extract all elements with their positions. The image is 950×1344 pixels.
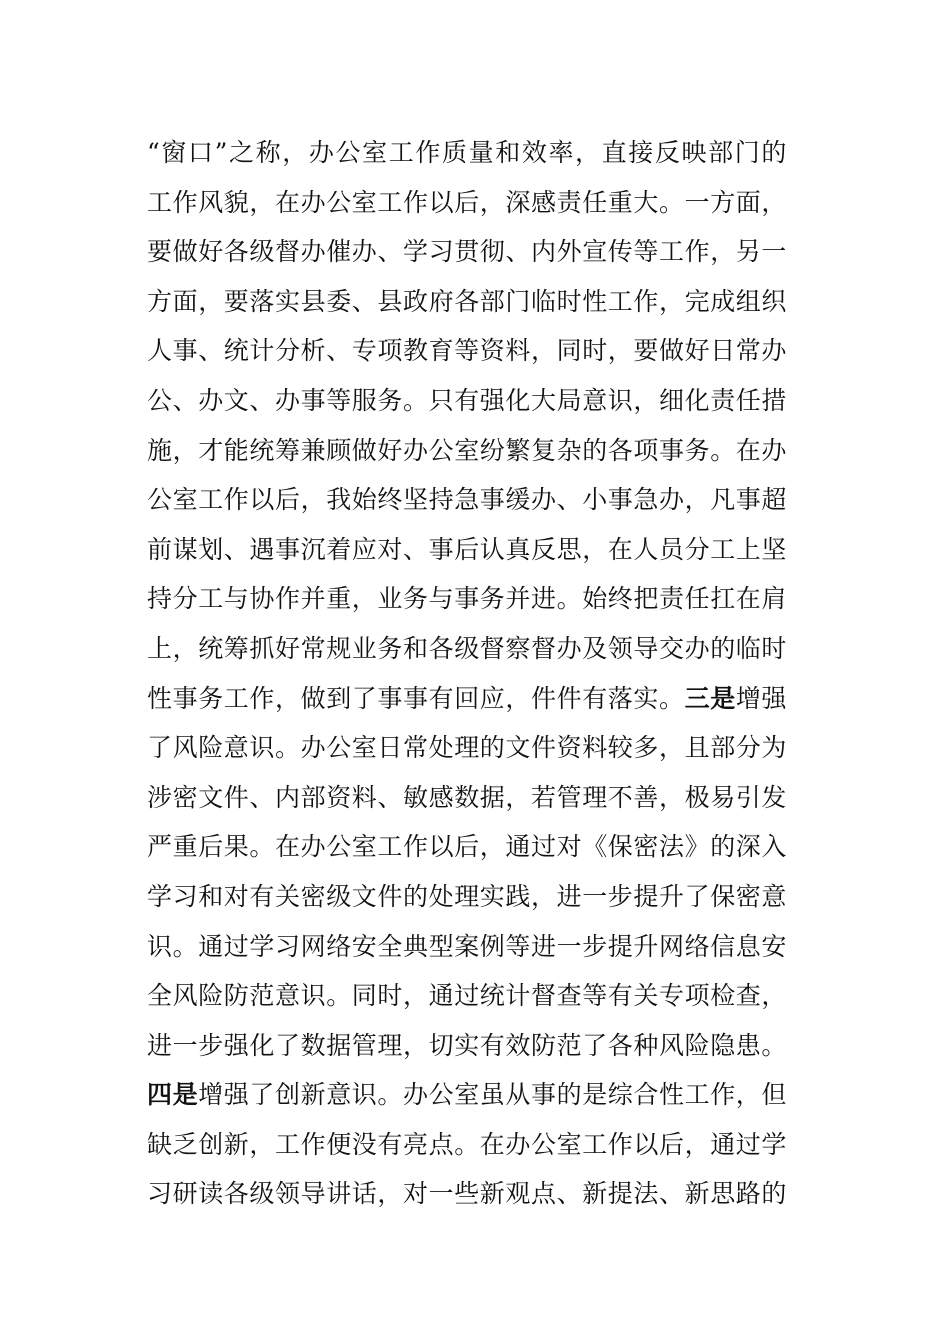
point-three-label: 三是 — [684, 683, 736, 713]
text-line-19: 进一步强化了数据管理，切实有效防范了各种风险隐患。 — [147, 1030, 787, 1060]
text-line-20-end: 增强了创新意识。办公室虽从事的是综合性工作，但 — [198, 1080, 787, 1110]
text-line-9: 前谋划、遇事沉着应对、事后认真反思，在人员分工上坚 — [147, 534, 787, 564]
text-line-22: 习研读各级领导讲话，对一些新观点、新提法、新思路的 — [147, 1179, 787, 1209]
text-line-8: 公室工作以后，我始终坚持急事缓办、小事急办，凡事超 — [147, 485, 787, 515]
text-line-12 — [147, 674, 787, 724]
text-line-17: 识。通过学习网络安全典型案例等进一步提升网络信息安 — [147, 931, 787, 961]
text-line-11: 上，统筹抓好常规业务和各级督察督办及领导交办的临时 — [147, 633, 787, 663]
text-line-4: 方面，要落实县委、县政府各部门临时性工作，完成组织 — [147, 286, 787, 316]
text-line-5: 人事、统计分析、专项教育等资料，同时，要做好日常办 — [147, 336, 787, 366]
text-line-16: 学习和对有关密级文件的处理实践，进一步提升了保密意 — [147, 881, 787, 911]
text-line-6: 公、办文、办事等服务。只有强化大局意识，细化责任措 — [147, 385, 787, 415]
text-line-13: 了风险意识。办公室日常处理的文件资料较多，且部分为 — [147, 733, 787, 763]
text-line-1: “窗口”之称，办公室工作质量和效率，直接反映部门的 — [147, 138, 787, 167]
text-line-18: 全风险防范意识。同时，通过统计督查等有关专项检查， — [147, 981, 787, 1011]
text-line-12-start: 性事务工作，做到了事事有回应，件件有落实。 — [147, 683, 685, 713]
text-line-21: 缺乏创新，工作便没有亮点。在办公室工作以后，通过学 — [147, 1129, 787, 1159]
text-line-15: 严重后果。在办公室工作以后，通过对《保密法》的深入 — [147, 832, 787, 862]
text-line-10: 持分工与协作并重，业务与事务并进。始终把责任扛在肩 — [147, 584, 787, 614]
point-four-label: 四是 — [147, 1080, 199, 1110]
text-line-20 — [147, 1070, 787, 1120]
body-text — [147, 128, 787, 1219]
text-line-12-end: 增强 — [735, 683, 787, 713]
text-line-7: 施，才能统筹兼顾做好办公室纷繁复杂的各项事务。在办 — [147, 435, 787, 465]
text-line-3: 要做好各级督办催办、学习贯彻、内外宣传等工作，另一 — [147, 237, 787, 267]
text-line-14: 涉密文件、内部资料、敏感数据，若管理不善，极易引发 — [147, 782, 787, 812]
text-line-2: 工作风貌，在办公室工作以后，深感责任重大。一方面， — [147, 187, 787, 217]
